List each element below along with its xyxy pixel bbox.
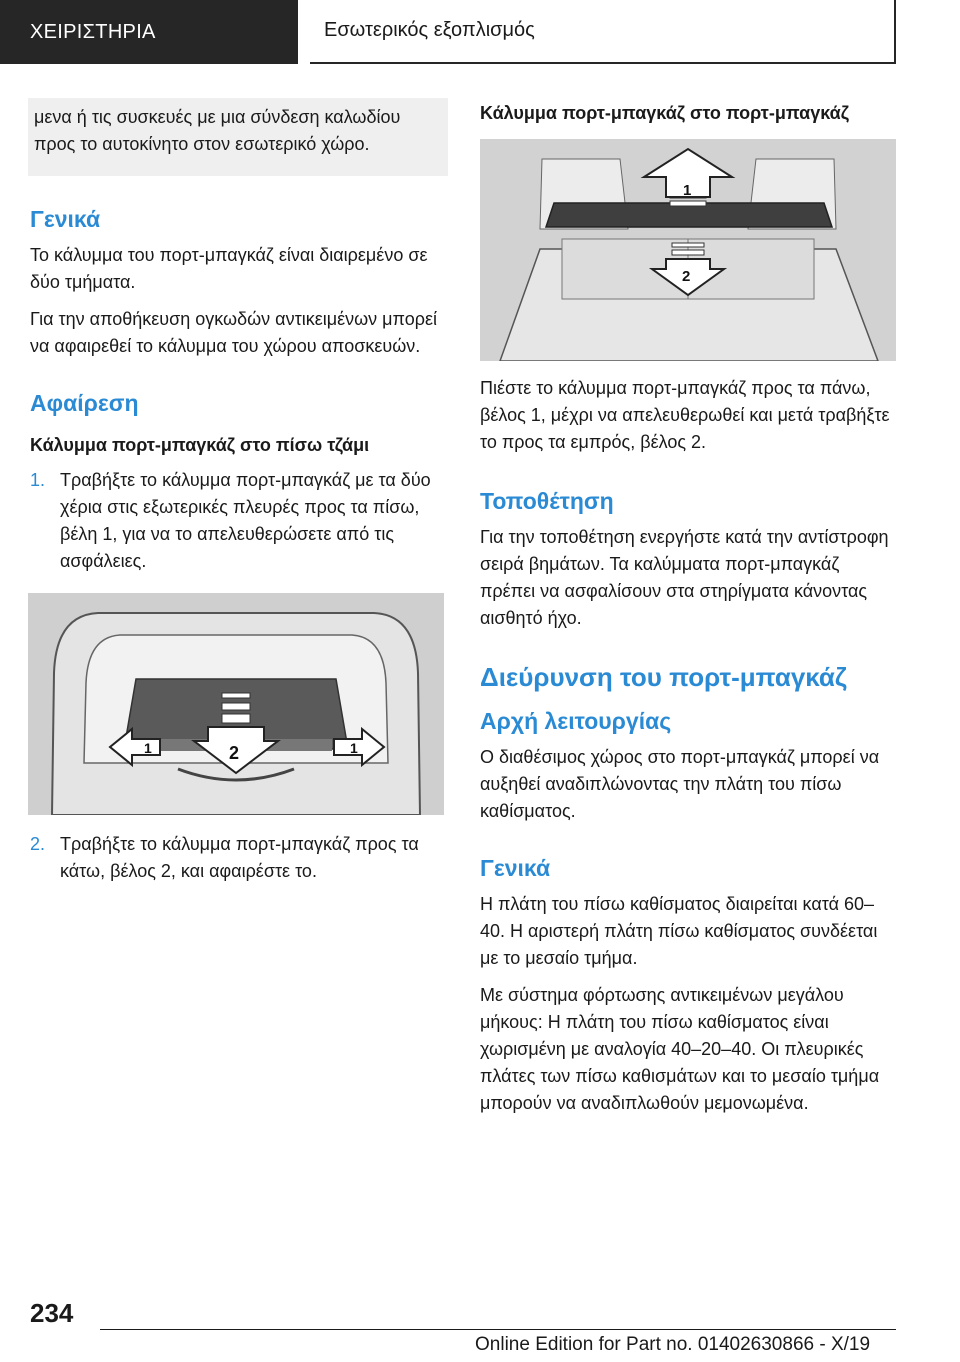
step-1-number: 1. — [30, 470, 46, 490]
page-number: 234 — [30, 1298, 74, 1328]
header-section-tab — [0, 0, 298, 64]
installation-heading: Τοποθέτηση — [480, 488, 614, 514]
cover-in-trunk-heading: Κάλυμμα πορτ-μπαγκάζ στο πορτ-μπαγκάζ — [480, 103, 849, 123]
step-2 — [30, 831, 448, 885]
general-2-paragraph-1: Η πλάτη του πίσω καθίσματος διαιρείται κατά 60–40. Η αριστερή πλάτη πίσω καθίσματος συνδέεται με το μεσαίο τμήμα. — [480, 894, 878, 968]
cover-paragraph: Πιέστε το κάλυμμα πορτ-μπαγκάζ προς τα πάνω, βέλος 1, μέχρι να απελευθερωθεί και μετά τραβήξτε το προς τα εμπρός, βέλος 2. — [480, 378, 890, 452]
note-box: μενα ή τις συσκευές με μια σύνδεση καλωδίου προς το αυτοκίνητο στον εσωτερικό χώρο. — [28, 98, 448, 176]
step-1-text: Τραβήξτε το κάλυμμα πορτ-μπαγκάζ με τα δύο χέρια στις εξωτερικές πλευρές προς τα πίσω, βέλη 1, για να το απελευθερώσετε από τις ασφάλειες. — [60, 470, 431, 571]
left-column — [30, 100, 448, 903]
step-2-number: 2. — [30, 834, 46, 854]
removal-heading: Αφαίρεση — [30, 390, 139, 416]
right-column — [480, 100, 898, 1127]
header-section-title: ΧΕΙΡΙΣΤΗΡΙΑ — [30, 21, 156, 43]
header-chapter-box — [310, 0, 896, 64]
footer-rule — [100, 1329, 896, 1330]
expand-trunk-heading: Διεύρυνση του πορτ-μπαγκάζ — [480, 662, 847, 692]
figure-1-label-center: 2 — [229, 743, 240, 763]
figure-1-label-right: 1 — [350, 740, 358, 756]
general-paragraph-1: Το κάλυμμα του πορτ-μπαγκάζ είναι διαιρεμένο σε δύο τμήματα. — [30, 245, 428, 292]
figure-tailgate-illustration — [28, 593, 444, 815]
figure-1-label-left: 1 — [144, 740, 152, 756]
footer-edition: Online Edition for Part no. 01402630866 - X/19 — [475, 1334, 871, 1355]
figure-tailgate-cover — [28, 593, 444, 815]
figure-2-label-up: 1 — [683, 182, 692, 199]
step-2-text: Τραβήξτε το κάλυμμα πορτ-μπαγκάζ προς τα κάτω, βέλος 2, και αφαιρέστε το. — [60, 834, 419, 881]
installation-paragraph: Για την τοποθέτηση ενεργήστε κατά την αντίστροφη σειρά βημάτων. Τα καλύμματα πορτ-μπαγκάζ πρέπει να ασφαλίσουν στα στηρίγματα κάνοντας αισθητό ήχο. — [480, 527, 889, 628]
general-heading: Γενικά — [30, 206, 101, 232]
general-2-heading: Γενικά — [480, 855, 551, 881]
figure-trunk-cover — [480, 139, 896, 361]
principle-heading: Αρχή λειτουργίας — [480, 708, 672, 734]
figure-trunk-illustration — [480, 139, 896, 361]
principle-paragraph: Ο διαθέσιμος χώρος στο πορτ-μπαγκάζ μπορεί να αυξηθεί αναδιπλώνοντας την πλάτη του πίσω καθίσματος. — [480, 747, 880, 821]
general-paragraph-2: Για την αποθήκευση ογκωδών αντικειμένων μπορεί να αφαιρεθεί το κάλυμμα του χώρου αποσκευών. — [30, 309, 437, 356]
general-2-paragraph-2: Με σύστημα φόρτωσης αντικειμένων μεγάλου μήκους: Η πλάτη του πίσω καθίσματος είναι χωρισμένη με αναλογία 40–20–40. Οι πλευρικές πλάτες των πίσω καθισμάτων και το μεσαίο τμήμα μπορούν να αναδιπλωθούν μεμονωμένα. — [480, 985, 880, 1113]
header-chapter-title: Εσωτερικός εξοπλισμός — [324, 19, 535, 41]
tailgate-cover-heading: Κάλυμμα πορτ-μπαγκάζ στο πίσω τζάμι — [30, 435, 370, 455]
figure-2-label-forward: 2 — [682, 268, 691, 285]
step-1 — [30, 467, 448, 575]
